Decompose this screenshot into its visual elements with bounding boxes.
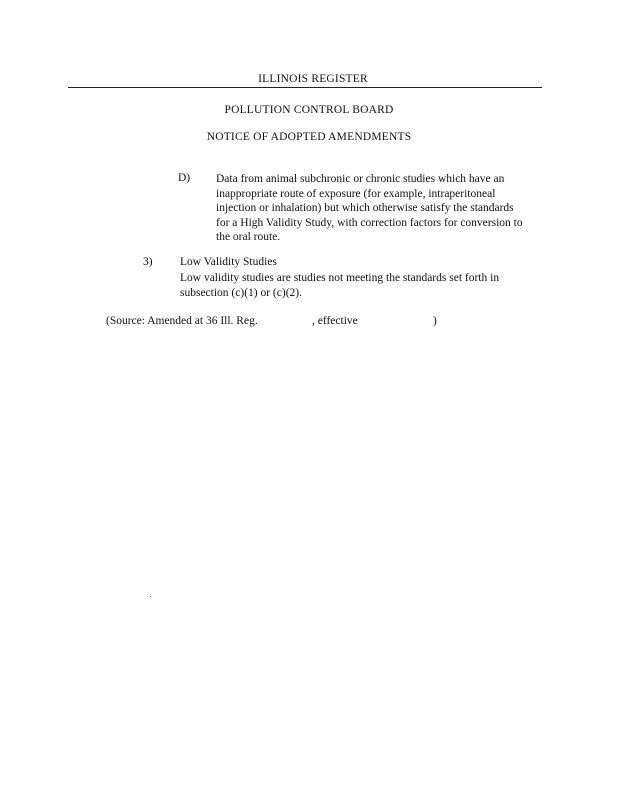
item-d-line: injection or inhalation) but which otherwise satisfy the standards bbox=[216, 202, 514, 215]
source-main-text: (Source: Amended at 36 Ill. Reg. bbox=[106, 315, 258, 327]
notice-title: NOTICE OF ADOPTED AMENDMENTS bbox=[206, 131, 412, 143]
source-note bbox=[106, 315, 506, 329]
item-3-text bbox=[180, 271, 499, 300]
item-3-line: subsection (c)(1) or (c)(2). bbox=[180, 286, 302, 299]
register-title: ILLINOIS REGISTER bbox=[258, 73, 368, 85]
source-close-paren: ) bbox=[433, 315, 437, 327]
source-effective-text: , effective bbox=[312, 315, 358, 327]
item-3-heading: Low Validity Studies bbox=[180, 256, 277, 268]
item-d-text bbox=[216, 172, 546, 245]
item-d-line: for a High Validity Study, with correction factors for conversion to bbox=[216, 216, 523, 229]
item-3-line: Low validity studies are studies not meeting the standards set forth in bbox=[180, 272, 500, 284]
header-rule bbox=[68, 87, 542, 88]
stray-mark bbox=[150, 596, 151, 597]
board-title: POLLUTION CONTROL BOARD bbox=[224, 104, 394, 116]
item-3-label: 3) bbox=[143, 256, 153, 268]
item-d-line: Data from animal subchronic or chronic studies which have an bbox=[216, 173, 505, 185]
item-d-line: inappropriate route of exposure (for example, intraperitoneal bbox=[216, 187, 496, 200]
item-d-label: D) bbox=[178, 172, 191, 184]
item-d-line: the oral route. bbox=[216, 231, 281, 244]
